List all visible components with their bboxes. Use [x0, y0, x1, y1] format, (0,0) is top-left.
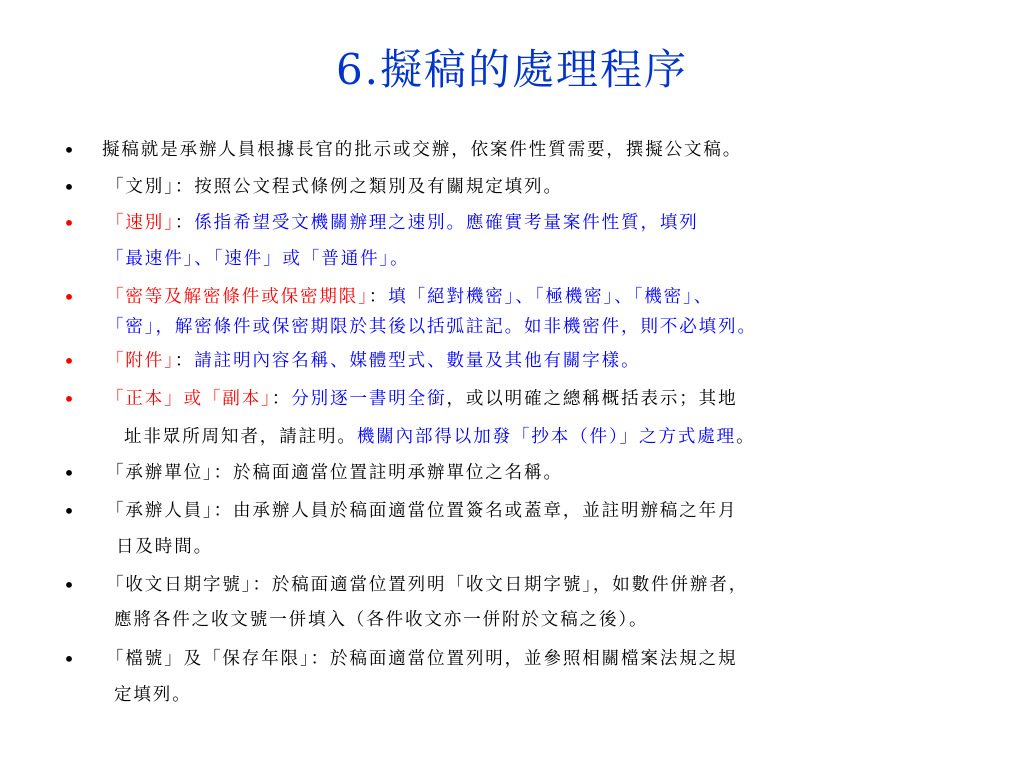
bullet-continuation: [0, 244, 1024, 274]
bullet-label: 「正本」或「副本」: [106, 389, 272, 409]
colon: ：: [174, 351, 195, 371]
bullet-label: 「附件」: [106, 351, 175, 371]
bullet-continuation: [0, 422, 1024, 452]
bullet-item: [0, 384, 1024, 414]
bullet-item: [0, 496, 1024, 526]
bullet-dot: •: [63, 285, 75, 309]
bullet-detail: 「最速件」、「速件」或「普通件」。: [106, 249, 410, 269]
bullet-detail: 機關內部得以加發「抄本（件）」之方式處理: [356, 427, 737, 447]
bullet-text: 定填列。: [114, 685, 192, 705]
bullet-item: [0, 458, 1024, 488]
bullet-continuation: [0, 605, 1024, 635]
bullet-text: 「文別」：按照公文程式條例之類別及有關規定填列。: [106, 177, 563, 197]
bullet-dot: •: [63, 647, 75, 671]
bullet-item: [0, 644, 1024, 674]
colon: ：: [271, 389, 292, 409]
bullet-dot: •: [63, 211, 75, 235]
bullet-text: 應將各件之收文號一併填入（各件收文亦一併附於文稿之後）。: [114, 610, 649, 630]
bullet-continuation: [0, 312, 1024, 342]
bullet-text: 日及時間。: [116, 537, 213, 557]
bullet-item: [0, 208, 1024, 238]
bullet-dot: •: [63, 175, 75, 199]
colon: ：: [174, 213, 195, 233]
bullet-item: [0, 570, 1024, 600]
bullet-text: 址非眾所周知者，請註明。: [124, 427, 357, 447]
bullet-dot: •: [63, 499, 75, 523]
bullet-dot: •: [63, 461, 75, 485]
colon: ：: [368, 287, 389, 307]
bullet-detail: 分別逐一書明全銜: [291, 389, 447, 409]
bullet-text: 。: [736, 427, 756, 447]
bullet-label: 「速別」: [106, 213, 175, 233]
bullet-dot: •: [63, 573, 75, 597]
bullet-continuation: [0, 680, 1024, 710]
bullet-detail: 係指希望受文機關辦理之速別。應確實考量案件性質，填列: [194, 213, 699, 233]
bullet-detail: 填「絕對機密」、「極機密」、「機密」、: [388, 287, 714, 307]
bullet-text: 「收文日期字號」：於稿面適當位置列明「收文日期字號」，如數件併辦者，: [106, 575, 749, 595]
bullet-item: [0, 135, 1024, 165]
bullet-item: [0, 172, 1024, 202]
bullet-text: 「檔號」及「保存年限」：於稿面適當位置列明，並參照相關檔案法規之規: [106, 649, 738, 669]
slide-title: 6.擬稿的處理程序: [335, 45, 689, 94]
bullet-text: 「承辦人員」：由承辦人員於稿面適當位置簽名或蓋章，並註明辦稿之年月: [106, 501, 738, 521]
bullet-dot: •: [63, 138, 75, 162]
bullet-text: ，或以明確之總稱概括表示；其地: [446, 389, 738, 409]
bullet-detail: 「密」，解密條件或保密期限於其後以括弧註記。如非機密件，則不必填列。: [106, 317, 757, 337]
bullet-text: 擬稿就是承辦人員根據長官的批示或交辦，依案件性質需要，撰擬公文稿。: [102, 140, 743, 160]
bullet-item: [0, 346, 1024, 376]
bullet-label: 「密等及解密條件或保密期限」: [106, 287, 369, 307]
bullet-dot: •: [63, 349, 75, 373]
bullet-detail: 請註明內容名稱、媒體型式、數量及其他有關字樣。: [194, 351, 641, 371]
bullet-continuation: [0, 532, 1024, 562]
bullet-item: [0, 282, 1024, 312]
bullet-text: 「承辦單位」：於稿面適當位置註明承辦單位之名稱。: [106, 463, 563, 483]
bullet-dot: •: [63, 387, 75, 411]
